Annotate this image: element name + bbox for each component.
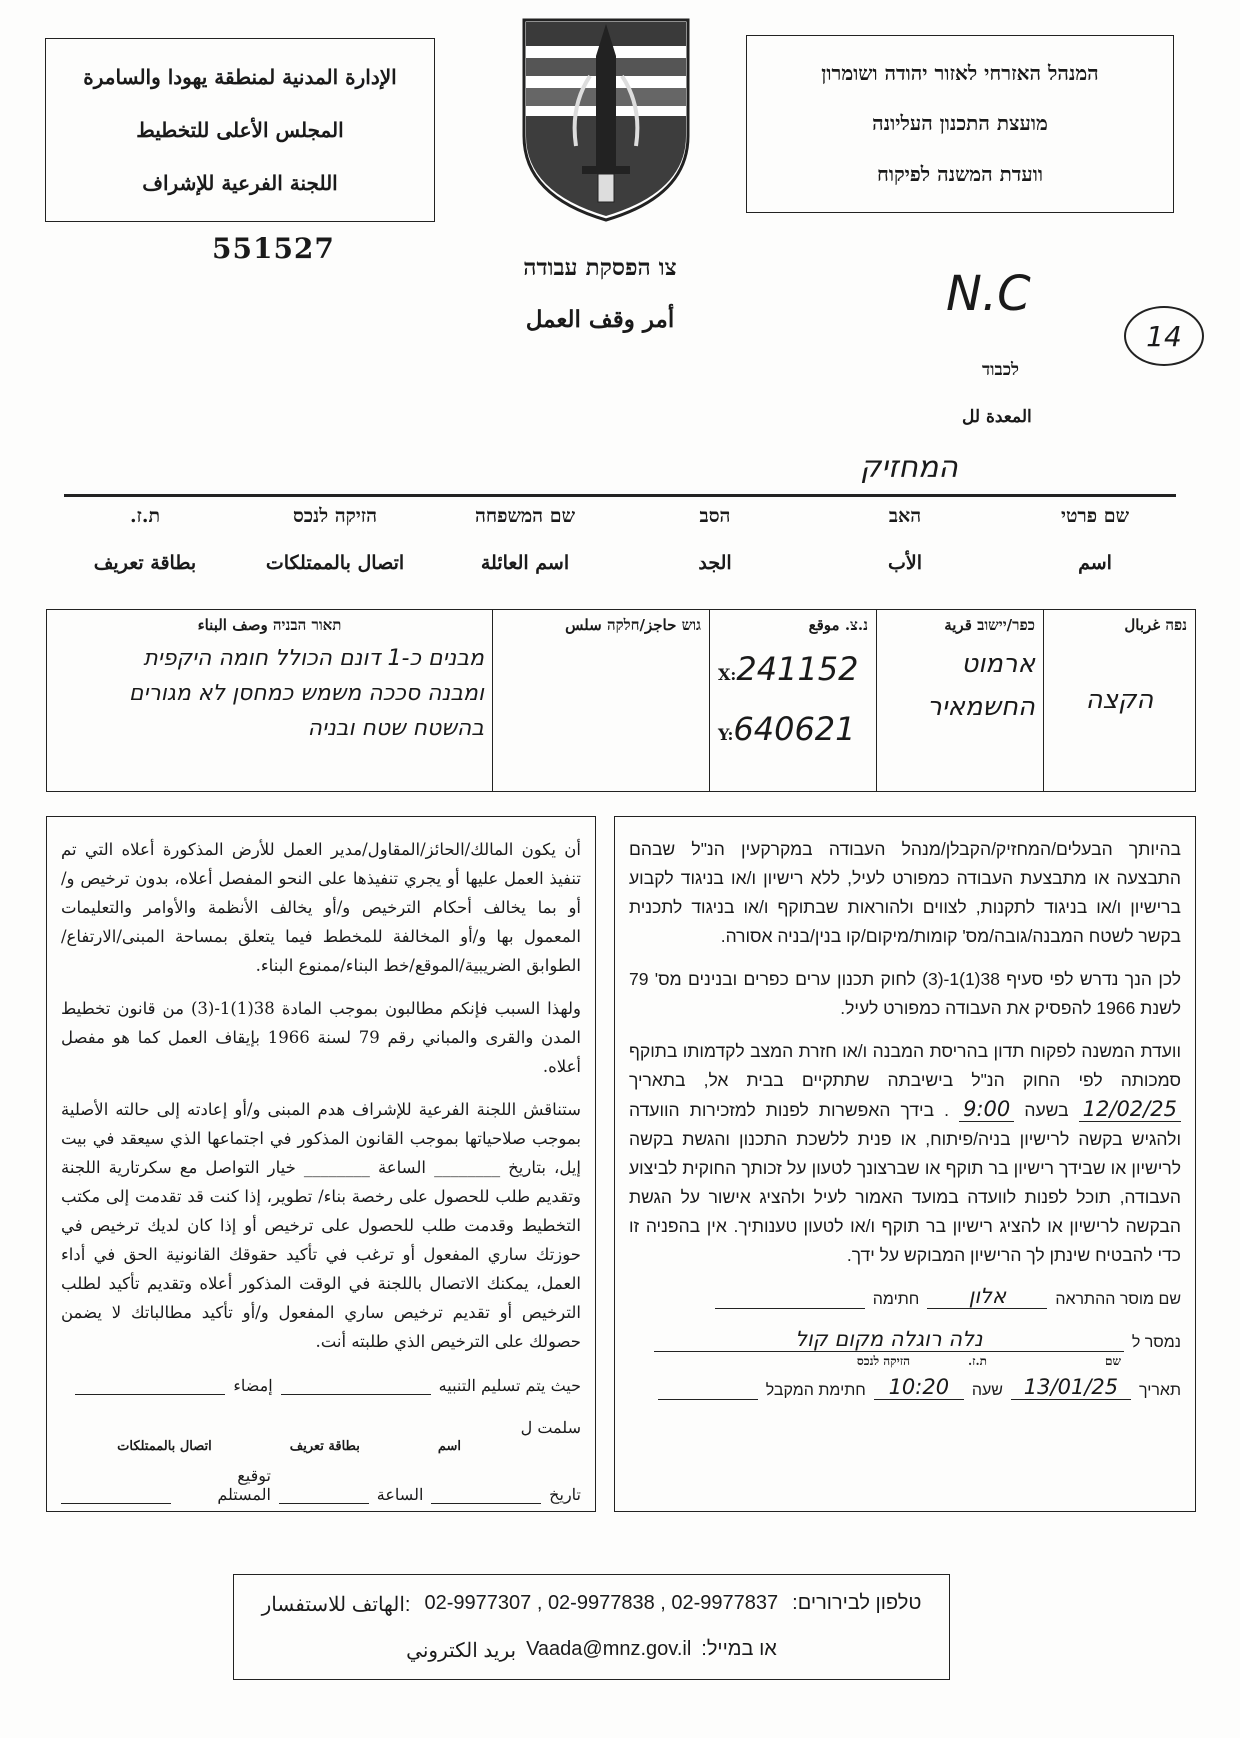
field-family-name: שם המשפחה اسم العائلة (474, 505, 576, 574)
delivery-date: 13/01/25 (1011, 1375, 1131, 1400)
cell-description: תאור הבניה وصف البناء מבנים כ-1 דונם הכולל חומה היקפית ומבנה סככה משמש כמחסן לא מגורים בהשטח שטח ובניה (47, 610, 493, 792)
handwritten-initials: N.C (946, 266, 1031, 322)
cell-village: כפר/יישוב قرية ארמוט החשמאיר (877, 610, 1044, 792)
page-number-circle (1124, 306, 1204, 366)
arabic-sign-labels: اسم بطاقة تعريف اتصال بالممتلكات (117, 1439, 461, 1454)
hebrew-header-line-1: המנהל האזרחי לאזור יהודה ושומרון (821, 60, 1099, 85)
hebrew-sign-labels: שם ת.ז. הזיקה לנכס (856, 1354, 1121, 1368)
email-address[interactable]: Vaada@mnz.gov.il (526, 1637, 692, 1660)
cell-district: נפה غربال הקצה (1044, 610, 1196, 792)
description-line-3: בהשטח שטח ובניה (307, 716, 484, 742)
location-table (46, 609, 1196, 792)
arabic-notice-box (46, 816, 596, 1512)
village-value-2: החשמאיר (927, 692, 1035, 722)
divider-line (64, 494, 1176, 497)
emblem-icon (520, 16, 692, 222)
meeting-time: 9:00 (959, 1097, 1014, 1122)
arabic-notice-text (61, 835, 581, 1356)
hebrew-notice-box (614, 816, 1196, 1512)
arabic-paragraph-3: ستناقش اللجنة الفرعية للإشراف هدم المبنى و/أو إعادته إلى حالته الأصلية بموجب صلاحياتها بموجب القانون المذكور في اجتماعها الذي سيعقد في بيت إيل، بتاريخ ________ الساعة ________ خيار التواصل مع سكرتارية اللجنة وتقديم طلب للحصول على رخصة بناء/ تطوير، إذا كنت قد تقدمت إلى مكتب التخطيط وقدمت طلب للحصول على ترخيص أو إذا كان لديك ترخيص في حوزتك ساري المفعول أو ترغب في تأكيد حقوقك القانونية الحق في أداء العمل، يمكنك الاتصال باللجنة في الوقت المذكور أعلاه وتقديم تأكيد لطلب الترخيص أو تقديم ترخيص ساري المفعول و/أو تأكيد مطالباتك لا يضمن حصولك على الترخيص الذي طلبته أنت. (61, 1100, 581, 1351)
hebrew-paragraph-2: לכן הנך נדרש לפי סעיף 38(1)1-(3) לחוק תכנון ערים כפרים ובנינים מס' 79 לשנת 1966 להפסיק את העבודה כמפורט לעיל. (629, 969, 1181, 1018)
field-father: האב الأب (887, 505, 922, 574)
arabic-sign-row-3: تاريخ الساعة توقيع المستلم (61, 1466, 581, 1504)
delivery-time: 10:20 (874, 1375, 964, 1400)
email-row: או במייל: Vaada@mnz.gov.il بريد الكتروني (406, 1637, 777, 1662)
field-grandfather: הסב الجد (698, 505, 732, 574)
hebrew-sign-row-1: שם מוסר ההתראה אלון חתימה (629, 1284, 1181, 1309)
district-value: הקצה (1085, 685, 1154, 715)
hebrew-paragraph-1: בהיותך הבעלים/המחזיק/הקבלן/מנהל העבודה במקרקעין הנ"ל שבהם התבצעה או מתבצעת העבודה כמפורט לעיל, ללא רישיון ו/או בניגוד לקבוע ברישיון ו/או בניגוד לתקנות, לצווים ולהוראות שבתוקף ו/או בניגוד לתכנית בקשר לשטח המבנה/גובה/מס' קומות/מיקום/קו בנין/בניה אסורה. (629, 839, 1181, 946)
order-number: 551527 (212, 232, 335, 265)
delivered-to: נלה רוגלה מקום קול (654, 1327, 1124, 1352)
title-arabic: أمر وقف العمل (525, 306, 675, 333)
giver-name: אלון (927, 1284, 1047, 1309)
hebrew-header-line-3: וועדת המשנה לפיקוח (877, 162, 1043, 187)
idf-emblem (520, 16, 692, 222)
title-hebrew: צו הפסקת עבודה (523, 254, 677, 281)
page-number: 14 (1146, 319, 1182, 353)
field-id: ת.ז. بطاقة تعريف (93, 505, 197, 574)
village-value-1: ארמוט (961, 649, 1035, 679)
arabic-header-line-1: الإدارة المدنية لمنطقة يهودا والسامرة (83, 65, 397, 90)
hebrew-notice-text (629, 835, 1181, 1270)
arabic-sign-row-1: حيث يتم تسليم التنبيه إمضاء (61, 1370, 581, 1395)
person-fields-row (60, 505, 1180, 585)
field-relation: הזיקה לנכס اتصال بالممتلكات (265, 505, 405, 574)
arabic-header-line-2: المجلس الأعلى للتخطيط (136, 117, 344, 142)
hebrew-header-box (746, 35, 1174, 213)
hebrew-header-line-2: מועצת התכנון העליונה (872, 111, 1048, 136)
recipient-handwritten: המחזיק (860, 450, 958, 485)
cell-coordinates: נ.צ. موقع X:241152 Y:640621 (710, 610, 877, 792)
meeting-date: 12/02/25 (1079, 1097, 1181, 1122)
phone-row: טלפון לבירורים: 02-9977307 , 02-9977838 , 02-9977837 :الهاتف للاستفسار (261, 1591, 922, 1616)
arabic-header-line-3: اللجنة الفرعية للإشراف (142, 170, 338, 195)
description-line-2: ומבנה סככה משמש כמחסן לא מגורים (128, 681, 484, 707)
y-coordinate: 640621 (733, 710, 856, 748)
field-first-name: שם פרטי اسم (1060, 505, 1130, 574)
description-line-1: מבנים כ-1 דונם הכולל חומה היקפית (143, 646, 484, 671)
arabic-paragraph-1: أن يكون المالك/الحائز/المقاول/مدير العمل للأرض المذكورة أعلاه التي تم تنفيذ العمل عليها أو يجري تنفيذها على النحو المفصل أعلاه، بدون ترخيص و/أو بما يخالف أحكام الترخيص و/أو يخالف الأنظمة والأوامر والتعليمات المعمول بها و/أو المخالفة للمخطط فيما يتعلق بمساحة المبنى/الارتفاع/الطوابق الضريبية/الموقع/خط البناء/ممنوع البناء. (61, 840, 582, 975)
hebrew-sign-row-2: נמסר ל נלה רוגלה מקום קול (629, 1327, 1181, 1352)
to-hebrew: לכבוד (982, 360, 1019, 380)
x-coordinate: 241152 (736, 650, 859, 688)
arabic-header-box (45, 38, 435, 222)
hebrew-paragraph-3: וועדת המשנה לפקוח תדון בהריסת המבנה ו/או חזרת המצב לקדמותו בתוקף סמכותה לפי החוק הנ"ל בישיבתה שתתקיים בבית אל, בתאריך 12/02/25 בשעה 9:00 . בידך האפשרות לפנות למזכירות הוועדה ולהגיש בקשה לרישיון בניה/פיתוח, או פנית ללשכת התכנון והגשת בקשה לרישיון או שבידך רישיון בר תוקף או שברצונך לטעון על זכותך החוקית לביצוע העבודה, תוכל לפנות לוועדה במועד האמור לעיל ולהציג אישור על הגשת הבקשה לרישיון או להציג רישיון בר תוקף ו/או לטעון טענותיך. אין בהפניה זו כדי להבטיח שינתן לך הרישיון המבוקש על ידך. (629, 1041, 1181, 1265)
to-arabic: المعدة لل (962, 407, 1032, 427)
arabic-sign-row-2: سلمت ل (520, 1418, 581, 1437)
phone-numbers: 02-9977307 , 02-9977838 , 02-9977837 (424, 1591, 779, 1614)
contact-footer (233, 1574, 950, 1680)
cell-block-parcel: גוש حاجز/חלקה سلس (493, 610, 710, 792)
hebrew-sign-row-3: תאריך 13/01/25 שעה 10:20 חתימת המקבל (629, 1375, 1181, 1400)
arabic-paragraph-2: ولهذا السبب فإنكم مطالبون بموجب المادة 38(1)1-(3) من قانون تخطيط المدن والقرى والمباني رقم 79 لسنة 1966 بإيقاف العمل كما هو مفصل أعلاه. (61, 999, 582, 1076)
